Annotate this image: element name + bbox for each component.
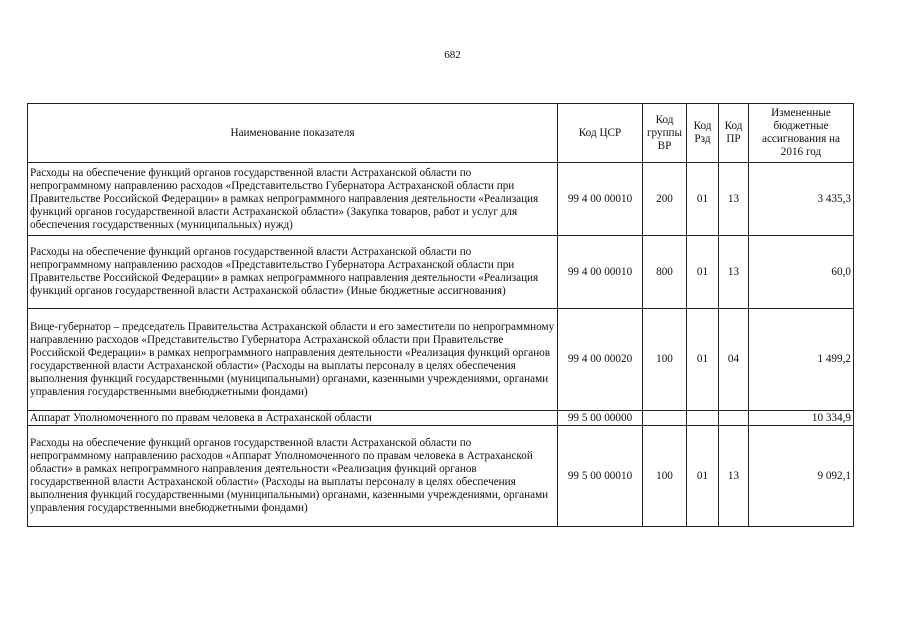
row-vr: 200 [643, 163, 687, 236]
header-name: Наименование показателя [28, 104, 558, 163]
row-vr: 100 [643, 426, 687, 527]
row-vr: 100 [643, 309, 687, 411]
row-name: Аппарат Уполномоченного по правам человека в Астраханской области [28, 411, 558, 426]
table-header-row [28, 104, 854, 163]
header-amount: Измененные бюджетные ассигнования на 2016 год [749, 104, 854, 163]
header-pr: Код ПР [719, 104, 749, 163]
table-row [28, 426, 854, 527]
row-name: Расходы на обеспечение функций органов государственной власти Астраханской области по непрограммному направлению расходов «Представительство Губернатора Астраханской области при Правительстве Российской Федерации» в рамках непрограммного направления деятельности «Реализация функций органов государственной власти Астраханской области» (Закупка товаров, работ и услуг для обеспечения государственных (муниципальных) нужд) [28, 163, 558, 236]
row-csr: 99 5 00 00010 [558, 426, 643, 527]
row-pr: 13 [719, 236, 749, 309]
row-name: Вице-губернатор – председатель Правительства Астраханской области и его заместители по непрограммному направлению расходов «Представительство Губернатора Астраханской области при Правительстве Российской Федерации» в рамках непрограммного направления деятельности «Реализация функций органов государственной власти Астраханской области» (Расходы на выплаты персоналу в целях обеспечения выполнения функций государственными (муниципальными) органами, казенными учреждениями, органами управления государственными внебюджетными фондами) [28, 309, 558, 411]
row-pr: 04 [719, 309, 749, 411]
row-rzd [687, 411, 719, 426]
table-row [28, 236, 854, 309]
row-rzd: 01 [687, 236, 719, 309]
page-number: 682 [444, 49, 461, 61]
row-csr: 99 4 00 00020 [558, 309, 643, 411]
row-csr: 99 4 00 00010 [558, 236, 643, 309]
row-rzd: 01 [687, 163, 719, 236]
row-amount: 60,0 [749, 236, 854, 309]
row-amount: 1 499,2 [749, 309, 854, 411]
row-rzd: 01 [687, 309, 719, 411]
row-amount: 9 092,1 [749, 426, 854, 527]
row-amount: 10 334,9 [749, 411, 854, 426]
budget-table [27, 103, 854, 527]
header-rzd: Код Рзд [687, 104, 719, 163]
row-vr [643, 411, 687, 426]
table-row [28, 309, 854, 411]
row-vr: 800 [643, 236, 687, 309]
header-csr: Код ЦСР [558, 104, 643, 163]
header-vr: Код группы ВР [643, 104, 687, 163]
row-amount: 3 435,3 [749, 163, 854, 236]
row-csr: 99 5 00 00000 [558, 411, 643, 426]
row-rzd: 01 [687, 426, 719, 527]
row-name: Расходы на обеспечение функций органов государственной власти Астраханской области по непрограммному направлению расходов «Представительство Губернатора Астраханской области при Правительстве Российской Федерации» в рамках непрограммного направления деятельности «Реализация функций органов государственной власти Астраханской области» (Иные бюджетные ассигнования) [28, 236, 558, 309]
row-pr: 13 [719, 426, 749, 527]
row-pr: 13 [719, 163, 749, 236]
row-pr [719, 411, 749, 426]
table-row [28, 411, 854, 426]
row-csr: 99 4 00 00010 [558, 163, 643, 236]
table-row [28, 163, 854, 236]
row-name: Расходы на обеспечение функций органов государственной власти Астраханской области по непрограммному направлению расходов «Аппарат Уполномоченного по правам человека в Астраханской области» в рамках непрограммного направления деятельности «Реализация функций органов государственной власти Астраханской области» (Расходы на выплаты персоналу в целях обеспечения выполнения функций государственными (муниципальными) органами, казенными учреждениями, органами управления государственными внебюджетными фондами) [28, 426, 558, 527]
